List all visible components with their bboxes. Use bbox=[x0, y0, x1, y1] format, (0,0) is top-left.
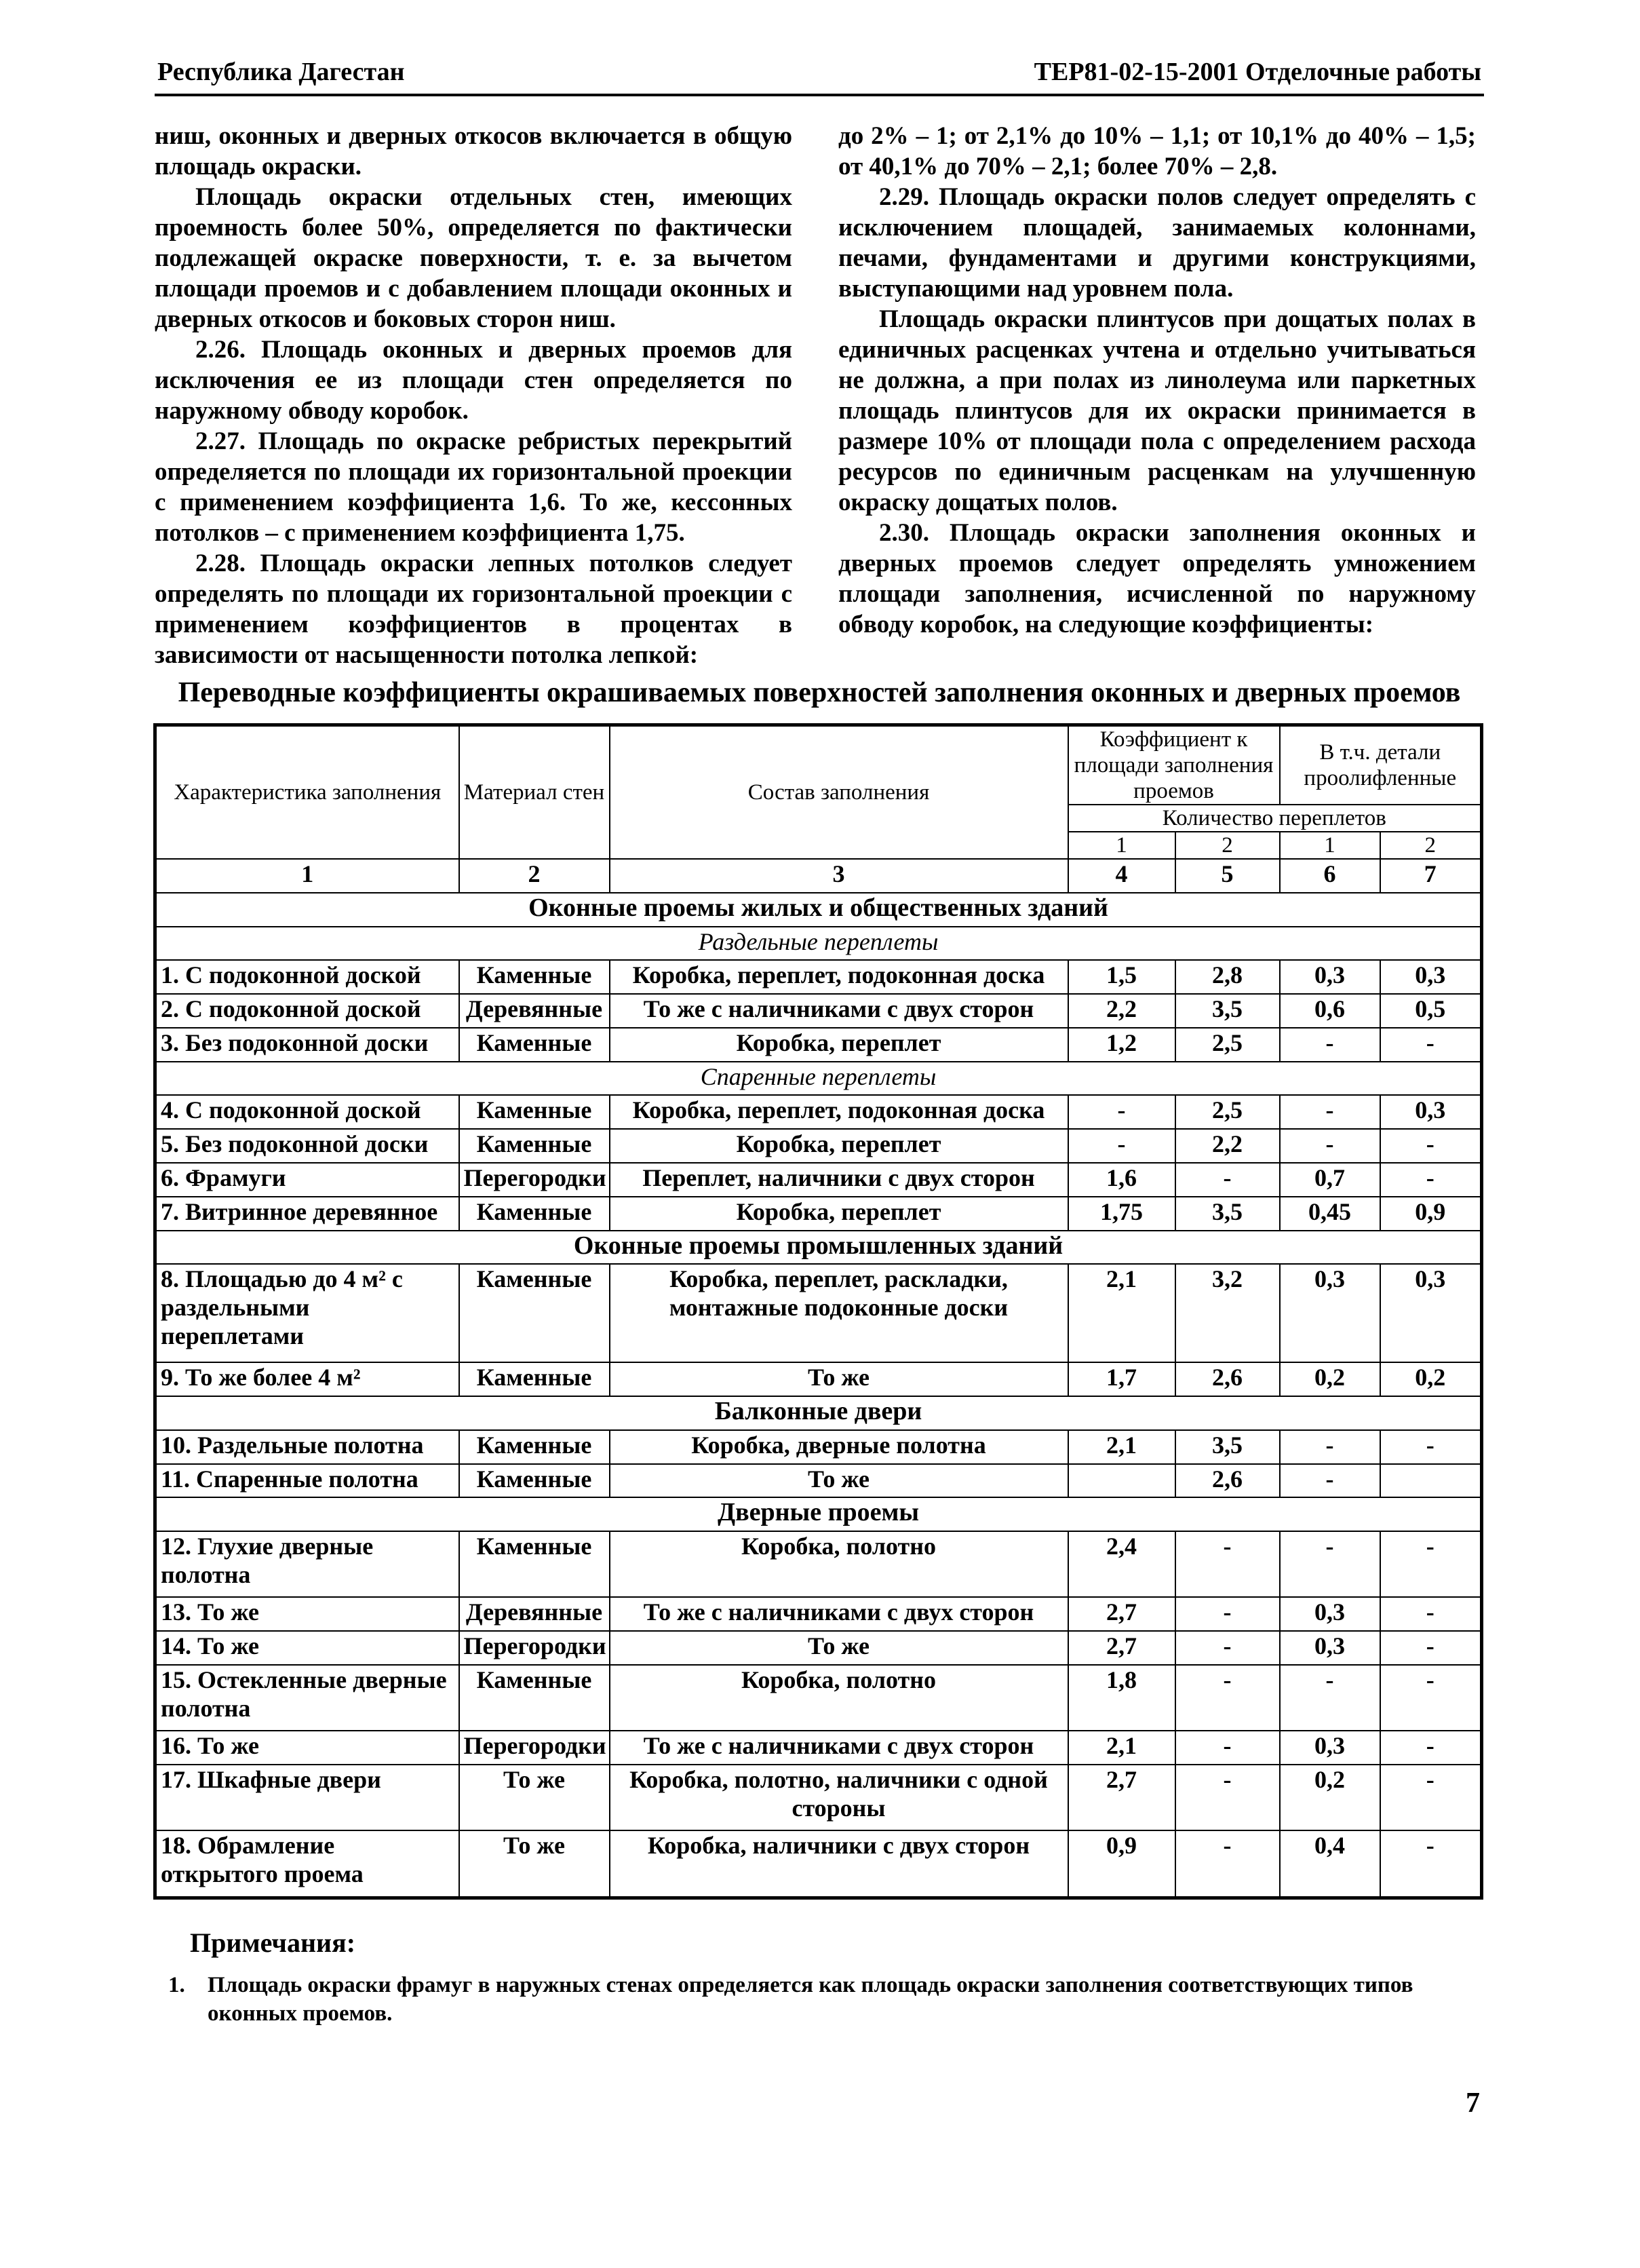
cell-material: Каменные bbox=[459, 1028, 610, 1062]
cell-composition: То же bbox=[610, 1464, 1068, 1498]
cell-value: 0,3 bbox=[1380, 1095, 1482, 1129]
cell-characteristic: 17. Шкафные двери bbox=[155, 1765, 459, 1830]
cell-value: - bbox=[1380, 1531, 1482, 1597]
table-row bbox=[155, 1430, 1482, 1464]
cell-value: 2,5 bbox=[1175, 1028, 1280, 1062]
cell-characteristic: 10. Раздельные полотна bbox=[155, 1430, 459, 1464]
cell-material: Перегородки bbox=[459, 1731, 610, 1765]
cell-value: - bbox=[1175, 1830, 1280, 1898]
cell-characteristic: 7. Витринное деревянное bbox=[155, 1197, 459, 1231]
cell-composition: Коробка, переплет, подоконная доска bbox=[610, 1095, 1068, 1129]
table-row bbox=[155, 1631, 1482, 1665]
cell-material: Деревянные bbox=[459, 1597, 610, 1631]
section-title: Оконные проемы промышленных зданий bbox=[155, 1231, 1482, 1265]
cell-value: 1,75 bbox=[1068, 1197, 1175, 1231]
paragraph: ниш, оконных и дверных откосов включается в общую площадь окраски. bbox=[155, 122, 792, 180]
cell-value: - bbox=[1175, 1597, 1280, 1631]
paragraph: Площадь окраски плинтусов при дощатых полах в единичных расценках учтена и отдельно учитываться не должна, а при полах из линолеума или паркетных площадь плинтусов для их окраски принимается в размере 10% от площади пола с определением расхода ресурсов по единичным расценкам на улучшенную окраску дощатых полов. bbox=[838, 305, 1476, 516]
cell-material: То же bbox=[459, 1765, 610, 1830]
cell-composition: Коробка, дверные полотна bbox=[610, 1430, 1068, 1464]
cell-characteristic: 4. С подоконной доской bbox=[155, 1095, 459, 1129]
cell-material: Перегородки bbox=[459, 1631, 610, 1665]
cell-value: 0,3 bbox=[1380, 960, 1482, 994]
cell-value: - bbox=[1380, 1765, 1482, 1830]
cell-value: - bbox=[1068, 1129, 1175, 1163]
table-row bbox=[155, 994, 1482, 1028]
header-frames-1: 1 bbox=[1280, 832, 1380, 859]
cell-value: 3,5 bbox=[1175, 1430, 1280, 1464]
cell-value: - bbox=[1175, 1731, 1280, 1765]
table-row bbox=[155, 1264, 1482, 1362]
cell-composition: Коробка, полотно, наличники с одной стороны bbox=[610, 1765, 1068, 1830]
cell-value: 2,1 bbox=[1068, 1430, 1175, 1464]
cell-characteristic: 14. То же bbox=[155, 1631, 459, 1665]
header-composition: Состав заполнения bbox=[610, 725, 1068, 860]
cell-value: 0,2 bbox=[1280, 1765, 1380, 1830]
cell-value: 0,3 bbox=[1280, 1731, 1380, 1765]
cell-value: 2,1 bbox=[1068, 1264, 1175, 1362]
paragraph: 2.27. Площадь по окраске ребристых перекрытий определяется по площади их горизонтальной проекции с применением коэффициента 1,6. То же, кессонных потолков – с применением коэффициента 1,75. bbox=[155, 427, 792, 547]
cell-composition: То же с наличниками с двух сторон bbox=[610, 1597, 1068, 1631]
cell-value: 0,9 bbox=[1068, 1830, 1175, 1898]
section-title: Оконные проемы жилых и общественных зданий bbox=[155, 893, 1482, 927]
cell-characteristic: 3. Без подоконной доски bbox=[155, 1028, 459, 1062]
cell-composition: Коробка, переплет, раскладки, монтажные подоконные доски bbox=[610, 1264, 1068, 1362]
section-title: Дверные проемы bbox=[155, 1497, 1482, 1531]
cell-value: - bbox=[1175, 1631, 1280, 1665]
cell-value: - bbox=[1280, 1531, 1380, 1597]
header-region: Республика Дагестан bbox=[157, 58, 405, 86]
cell-value bbox=[1380, 1464, 1482, 1498]
cell-value: 2,7 bbox=[1068, 1597, 1175, 1631]
cell-composition: Коробка, полотно bbox=[610, 1665, 1068, 1731]
cell-composition: Переплет, наличники с двух сторон bbox=[610, 1163, 1068, 1197]
table-row bbox=[155, 1163, 1482, 1197]
cell-composition: Коробка, переплет, подоконная доска bbox=[610, 960, 1068, 994]
cell-value bbox=[1068, 1464, 1175, 1498]
cell-value: 0,3 bbox=[1280, 960, 1380, 994]
cell-value: 0,2 bbox=[1280, 1362, 1380, 1396]
column-number: 7 bbox=[1380, 859, 1482, 893]
cell-material: Каменные bbox=[459, 1095, 610, 1129]
subsection-row bbox=[155, 1062, 1482, 1096]
table-row bbox=[155, 1765, 1482, 1830]
cell-composition: То же bbox=[610, 1362, 1068, 1396]
column-number: 1 bbox=[155, 859, 459, 893]
subsection-title: Раздельные переплеты bbox=[155, 927, 1482, 961]
cell-value: - bbox=[1280, 1430, 1380, 1464]
cell-value: - bbox=[1175, 1765, 1280, 1830]
table-row bbox=[155, 1028, 1482, 1062]
cell-value: 2,8 bbox=[1175, 960, 1280, 994]
column-numbers-row bbox=[155, 859, 1482, 893]
cell-value: 0,5 bbox=[1380, 994, 1482, 1028]
cell-characteristic: 8. Площадью до 4 м² с раздельными переплетами bbox=[155, 1264, 459, 1362]
header-details: В т.ч. детали проолифленные bbox=[1280, 725, 1482, 805]
cell-characteristic: 13. То же bbox=[155, 1597, 459, 1631]
cell-value: 1,8 bbox=[1068, 1665, 1175, 1731]
cell-value: - bbox=[1280, 1464, 1380, 1498]
paragraph: 2.28. Площадь окраски лепных потолков следует определять по площади их горизонтальной проекции с применением коэффициентов в процентах в зависимости от насыщенности потолка лепкой: bbox=[155, 550, 792, 669]
cell-material: Каменные bbox=[459, 1362, 610, 1396]
cell-characteristic: 12. Глухие дверные полотна bbox=[155, 1531, 459, 1597]
cell-characteristic: 16. То же bbox=[155, 1731, 459, 1765]
table-row bbox=[155, 960, 1482, 994]
column-number: 5 bbox=[1175, 859, 1280, 893]
header-frames-count: Количество переплетов bbox=[1068, 805, 1482, 832]
section-row bbox=[155, 1231, 1482, 1265]
cell-material: Каменные bbox=[459, 1430, 610, 1464]
cell-value: - bbox=[1280, 1095, 1380, 1129]
cell-value: 2,2 bbox=[1068, 994, 1175, 1028]
page-number: 7 bbox=[1466, 2088, 1480, 2119]
cell-composition: То же с наличниками с двух сторон bbox=[610, 1731, 1068, 1765]
header-document-code: ТЕР81-02-15-2001 Отделочные работы bbox=[1034, 58, 1481, 86]
cell-material: Каменные bbox=[459, 1464, 610, 1498]
cell-value: 1,5 bbox=[1068, 960, 1175, 994]
page-header bbox=[155, 53, 1484, 96]
cell-value: 0,9 bbox=[1380, 1197, 1482, 1231]
cell-material: Каменные bbox=[459, 1264, 610, 1362]
cell-value: - bbox=[1380, 1430, 1482, 1464]
cell-value: 2,4 bbox=[1068, 1531, 1175, 1597]
cell-composition: То же bbox=[610, 1631, 1068, 1665]
column-number: 6 bbox=[1280, 859, 1380, 893]
cell-value: - bbox=[1380, 1597, 1482, 1631]
cell-value: - bbox=[1380, 1731, 1482, 1765]
right-text-column bbox=[838, 121, 1476, 640]
note-text: Площадь окраски фрамуг в наружных стенах определяется как площадь окраски заполнения соответствующих типов оконных проемов. bbox=[208, 1973, 1413, 2026]
table-title: Переводные коэффициенты окрашиваемых поверхностей заполнения оконных и дверных проемов bbox=[178, 677, 1461, 708]
left-text-column bbox=[155, 121, 792, 670]
note-item bbox=[168, 1971, 1470, 2028]
cell-characteristic: 15. Остекленные дверные полотна bbox=[155, 1665, 459, 1731]
cell-value: 0,3 bbox=[1280, 1631, 1380, 1665]
table-row bbox=[155, 1830, 1482, 1898]
table-row bbox=[155, 1665, 1482, 1731]
header-characteristic: Характеристика заполнения bbox=[155, 725, 459, 860]
cell-material: Каменные bbox=[459, 960, 610, 994]
table-row bbox=[155, 1731, 1482, 1765]
cell-value: 0,3 bbox=[1380, 1264, 1482, 1362]
cell-characteristic: 18. Обрамление открытого проема bbox=[155, 1830, 459, 1898]
cell-composition: Коробка, переплет bbox=[610, 1028, 1068, 1062]
table-row bbox=[155, 1597, 1482, 1631]
cell-value: - bbox=[1175, 1531, 1280, 1597]
subsection-row bbox=[155, 927, 1482, 961]
cell-value: - bbox=[1380, 1163, 1482, 1197]
table-row bbox=[155, 1464, 1482, 1498]
cell-value: - bbox=[1380, 1631, 1482, 1665]
paragraph: 2.26. Площадь оконных и дверных проемов для исключения ее из площади стен определяется по наружному обводу коробок. bbox=[155, 336, 792, 425]
cell-value: 2,6 bbox=[1175, 1464, 1280, 1498]
cell-value: 1,6 bbox=[1068, 1163, 1175, 1197]
cell-composition: Коробка, полотно bbox=[610, 1531, 1068, 1597]
cell-value: - bbox=[1280, 1028, 1380, 1062]
table-row bbox=[155, 1095, 1482, 1129]
cell-value: 2,2 bbox=[1175, 1129, 1280, 1163]
cell-material: Перегородки bbox=[459, 1163, 610, 1197]
header-frames-1: 1 bbox=[1068, 832, 1175, 859]
section-row bbox=[155, 1396, 1482, 1430]
cell-material: Каменные bbox=[459, 1129, 610, 1163]
cell-composition: То же с наличниками с двух сторон bbox=[610, 994, 1068, 1028]
cell-value: - bbox=[1175, 1163, 1280, 1197]
section-row bbox=[155, 893, 1482, 927]
cell-value: 2,1 bbox=[1068, 1731, 1175, 1765]
cell-value: 2,5 bbox=[1175, 1095, 1280, 1129]
section-row bbox=[155, 1497, 1482, 1531]
header-frames-2: 2 bbox=[1175, 832, 1280, 859]
cell-value: 1,7 bbox=[1068, 1362, 1175, 1396]
column-number: 2 bbox=[459, 859, 610, 893]
header-coefficient: Коэффициент к площади заполнения проемов bbox=[1068, 725, 1280, 805]
cell-value: 2,7 bbox=[1068, 1765, 1175, 1830]
note-number: 1. bbox=[168, 1973, 185, 1997]
table-row bbox=[155, 1129, 1482, 1163]
cell-material: Каменные bbox=[459, 1197, 610, 1231]
cell-characteristic: 5. Без подоконной доски bbox=[155, 1129, 459, 1163]
header-material: Материал стен bbox=[459, 725, 610, 860]
cell-value: 2,6 bbox=[1175, 1362, 1280, 1396]
coefficients-table bbox=[153, 723, 1483, 1900]
cell-value: 0,3 bbox=[1280, 1597, 1380, 1631]
cell-value: 0,45 bbox=[1280, 1197, 1380, 1231]
column-number: 3 bbox=[610, 859, 1068, 893]
cell-characteristic: 11. Спаренные полотна bbox=[155, 1464, 459, 1498]
paragraph: 2.29. Площадь окраски полов следует определять с исключением площадей, занимаемых колоннами, печами, фундаментами и другими конструкциями, выступающими над уровнем пола. bbox=[838, 183, 1476, 303]
cell-value: 0,7 bbox=[1280, 1163, 1380, 1197]
table-row bbox=[155, 1362, 1482, 1396]
cell-value: - bbox=[1175, 1665, 1280, 1731]
cell-characteristic: 6. Фрамуги bbox=[155, 1163, 459, 1197]
cell-value: - bbox=[1380, 1830, 1482, 1898]
cell-value: - bbox=[1380, 1665, 1482, 1731]
cell-value: 1,2 bbox=[1068, 1028, 1175, 1062]
table-row bbox=[155, 1531, 1482, 1597]
cell-value: 0,4 bbox=[1280, 1830, 1380, 1898]
cell-value: 3,5 bbox=[1175, 994, 1280, 1028]
cell-value: 0,3 bbox=[1280, 1264, 1380, 1362]
notes-title: Примечания: bbox=[190, 1927, 356, 1958]
paragraph: Площадь окраски отдельных стен, имеющих проемность более 50%, определяется по фактически подлежащей окраске поверхности, т. е. за вычетом площади проемов и с добавлением площади оконных и дверных откосов и боковых сторон ниш. bbox=[155, 183, 792, 333]
cell-value: - bbox=[1280, 1129, 1380, 1163]
cell-value: 0,6 bbox=[1280, 994, 1380, 1028]
header-frames-2: 2 bbox=[1380, 832, 1482, 859]
cell-characteristic: 1. С подоконной доской bbox=[155, 960, 459, 994]
cell-composition: Коробка, наличники с двух сторон bbox=[610, 1830, 1068, 1898]
paragraph: 2.30. Площадь окраски заполнения оконных и дверных проемов следует определять умножением площади заполнения, исчисленной по наружному обводу коробок, на следующие коэффициенты: bbox=[838, 519, 1476, 638]
cell-material: Каменные bbox=[459, 1531, 610, 1597]
cell-value: 2,7 bbox=[1068, 1631, 1175, 1665]
column-number: 4 bbox=[1068, 859, 1175, 893]
cell-value: - bbox=[1280, 1665, 1380, 1731]
table-row bbox=[155, 1197, 1482, 1231]
section-title: Балконные двери bbox=[155, 1396, 1482, 1430]
cell-material: То же bbox=[459, 1830, 610, 1898]
cell-value: - bbox=[1380, 1129, 1482, 1163]
cell-composition: Коробка, переплет bbox=[610, 1129, 1068, 1163]
paragraph: до 2% – 1; от 2,1% до 10% – 1,1; от 10,1% до 40% – 1,5; от 40,1% до 70% – 2,1; более 70% – 2,8. bbox=[838, 122, 1476, 180]
cell-value: - bbox=[1068, 1095, 1175, 1129]
cell-characteristic: 9. То же более 4 м² bbox=[155, 1362, 459, 1396]
cell-characteristic: 2. С подоконной доской bbox=[155, 994, 459, 1028]
cell-value: - bbox=[1380, 1028, 1482, 1062]
cell-value: 0,2 bbox=[1380, 1362, 1482, 1396]
cell-composition: Коробка, переплет bbox=[610, 1197, 1068, 1231]
cell-value: 3,5 bbox=[1175, 1197, 1280, 1231]
subsection-title: Спаренные переплеты bbox=[155, 1062, 1482, 1096]
cell-material: Каменные bbox=[459, 1665, 610, 1731]
cell-value: 3,2 bbox=[1175, 1264, 1280, 1362]
cell-material: Деревянные bbox=[459, 994, 610, 1028]
